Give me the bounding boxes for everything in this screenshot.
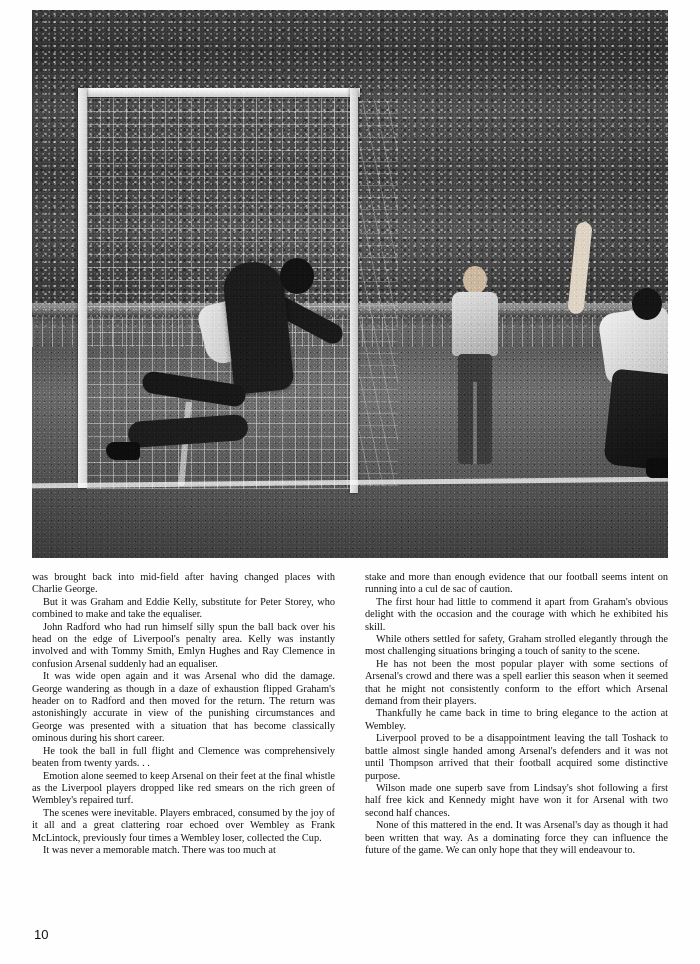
celebrating-player-legs	[603, 368, 668, 471]
paragraph: stake and more than enough evidence that our football seems intent on running into a cul de sac of caution.	[365, 572, 668, 596]
paragraph: It was wide open again and it was Arsenal who did the damage. George wandering as though in a daze of exhaustion flipped Graham's header on to Radford and then moved for the return. The return was astonishingly accurate in view of the punishing circumstances and George was presented with a situation that has become classically ominous during his short career.	[32, 671, 335, 745]
paragraph: But it was Graham and Eddie Kelly, substitute for Peter Storey, who combined to make and take the equaliser.	[32, 596, 335, 621]
defender-torso	[452, 292, 498, 356]
paragraph: He took the ball in full flight and Clemence was comprehensively beaten from twenty yards. . .	[32, 745, 335, 770]
paragraph: The first hour had little to commend it apart from Graham's obvious delight with the occasion and the courage with which he exhibited his skill.	[365, 596, 668, 633]
paragraph: Liverpool proved to be a disappointment leaving the tall Toshack to battle almost single handed among Arsenal's defenders and it was not until Thompson arrived that their football acquired some distinctive purpose.	[365, 733, 668, 782]
paragraph: It was never a memorable match. There was too much at	[43, 844, 276, 856]
right-column	[365, 572, 668, 912]
wembley-goal-photograph	[32, 10, 668, 558]
paragraph: The scenes were inevitable. Players embraced, consumed by the joy of it all and a great clattering roar echoed over Wembley as Frank McLintock, previously four times a Wembley loser, collected the Cup.	[32, 807, 335, 844]
goal-crossbar	[78, 88, 360, 97]
goal-post-right	[350, 88, 358, 493]
paragraph: Emotion alone seemed to keep Arsenal on their feet at the final whistle as the Liverpool players dropped like red smears on the rich green of Wembley's repaired turf.	[32, 770, 335, 807]
defender-leg-gap	[473, 382, 477, 464]
goal-post-left	[78, 88, 87, 488]
page-number: 10	[34, 927, 49, 942]
goalkeeper-boot	[106, 442, 140, 460]
left-column	[32, 572, 335, 912]
celebrating-player-head	[632, 288, 662, 320]
paragraph: John Radford who had run himself silly spun the ball back over his head on the edge of Liverpool's penalty area. Kelly was instantly involved and with Tommy Smith, Emlyn Hughes and Ray Clemence in confusion Arsenal suddenly had an equaliser.	[32, 621, 335, 670]
paragraph: Wilson made one superb save from Lindsay's shot following a first half free kick and Kennedy might have won it for Arsenal with two second half chances.	[365, 782, 668, 819]
paragraph: He has not been the most popular player with some sections of Arsenal's crowd and there was a spell earlier this season when it seemed that he might not consistently conform to the effort which Arsenal demand from their players.	[365, 658, 668, 708]
paragraph: was brought back into mid-field after having changed places with Charlie George.	[32, 572, 335, 596]
goalkeeper-head	[280, 258, 314, 294]
defender-head	[463, 266, 487, 294]
paragraph: None of this mattered in the end. It was Arsenal's day as though it had been written that way. As a dominating force they can influence the future of the game. We can only hope that they will endeavour to.	[365, 820, 668, 856]
paragraph: Thankfully he came back in time to bring elegance to the action at Wembley.	[365, 708, 668, 732]
article-body	[32, 572, 668, 912]
paragraph: While others settled for safety, Graham strolled elegantly through the most challenging situations bringing a touch of sanity to the scene.	[365, 634, 668, 658]
goal-net-side	[358, 100, 398, 486]
celebrating-player-boot	[646, 458, 668, 478]
